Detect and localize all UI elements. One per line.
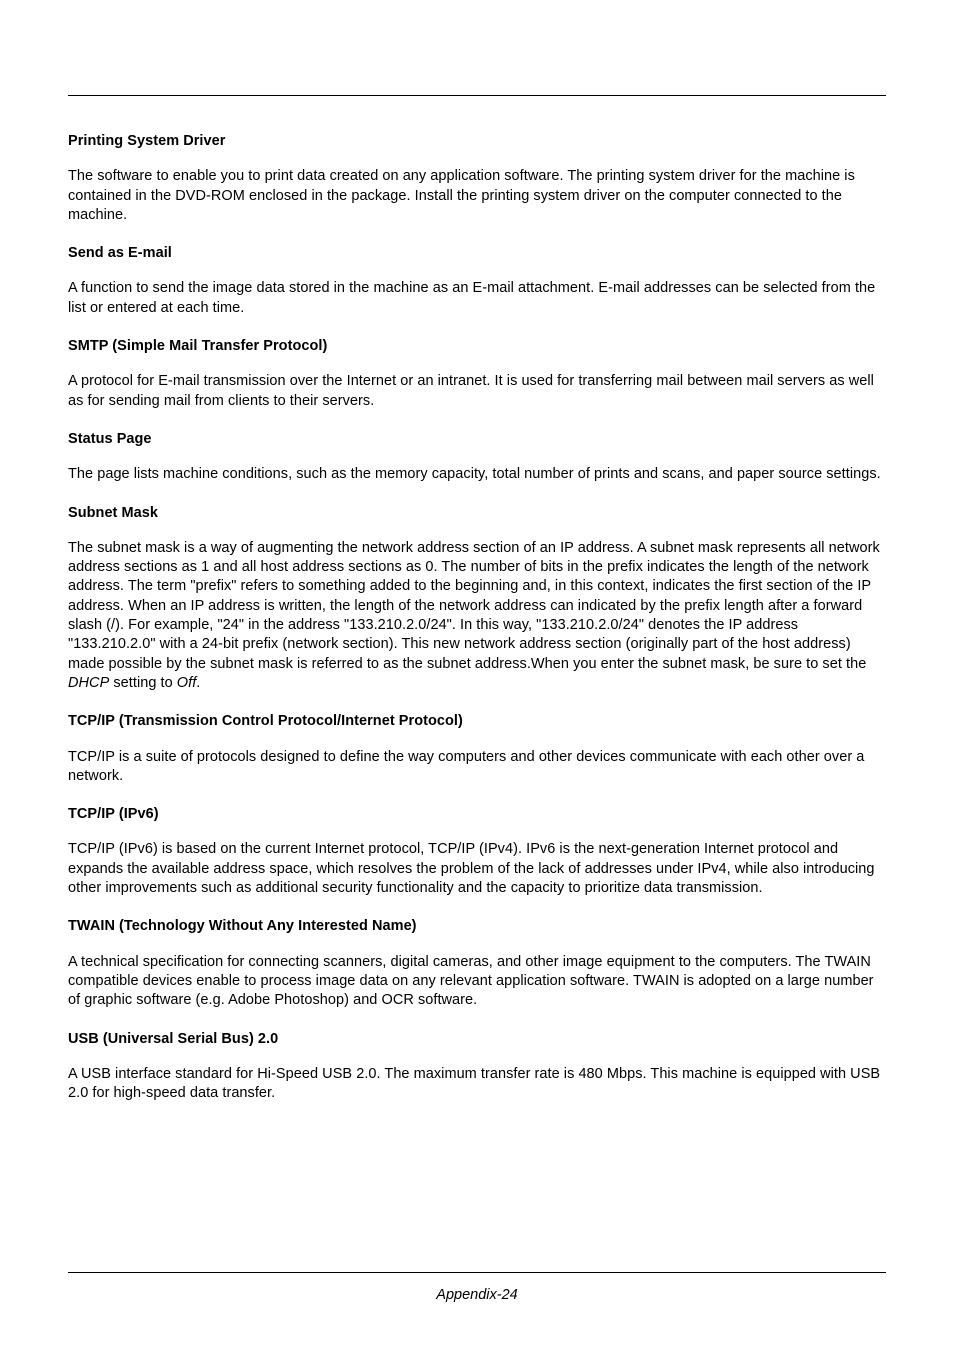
glossary-entry-subnet-mask: [68, 504, 886, 694]
glossary-term: Printing System Driver: [68, 133, 226, 149]
glossary-entry-usb: [68, 1030, 886, 1104]
glossary-term: Status Page: [68, 430, 152, 447]
glossary-content: [68, 132, 886, 1122]
glossary-description: [68, 539, 886, 693]
description-text: setting to: [109, 674, 177, 691]
header-rule: [68, 95, 886, 96]
glossary-description: A function to send the image data stored in the machine as an E-mail attachment. E-mail addresses can be selected from the list or entered at each time.: [68, 280, 876, 316]
glossary-term: USB (Universal Serial Bus) 2.0: [68, 1030, 279, 1047]
glossary-entry-tcp-ip: [68, 712, 886, 786]
description-text: .: [196, 674, 201, 691]
glossary-entry-smtp: [68, 337, 886, 411]
dhcp-setting-name: DHCP: [68, 674, 110, 691]
glossary-description: A technical specification for connecting scanners, digital cameras, and other image equipment to the computers. The TWAIN compatible devices enable to process image data on any relevant application software. TWAIN is adopted on a large number of graphic software (e.g. Adobe Photoshop) and OCR software.: [68, 953, 874, 1009]
glossary-entry-twain: [68, 917, 886, 1010]
glossary-description: The page lists machine conditions, such as the memory capacity, total number of prints and scans, and paper source settings.: [68, 466, 881, 483]
glossary-entry-status-page: [68, 430, 886, 485]
glossary-description: TCP/IP is a suite of protocols designed to define the way computers and other devices communicate with each other over a network.: [68, 748, 865, 784]
glossary-term: Subnet Mask: [68, 504, 158, 521]
glossary-entry-printing-system-driver: [68, 132, 886, 225]
glossary-term: Send as E-mail: [68, 245, 172, 262]
glossary-description: The software to enable you to print data created on any application software. The printing system driver for the machine is contained in the DVD-ROM enclosed in the package. Install the printing system driver on the computer connected to the machine.: [68, 168, 855, 223]
footer-rule: [68, 1272, 886, 1273]
glossary-entry-tcp-ip-ipv6: [68, 805, 886, 898]
glossary-description: A USB interface standard for Hi-Speed USB 2.0. The maximum transfer rate is 480 Mbps. This machine is equipped with USB 2.0 for high-speed data transfer.: [68, 1065, 881, 1102]
glossary-term: SMTP (Simple Mail Transfer Protocol): [68, 338, 328, 355]
glossary-entry-send-as-email: [68, 244, 886, 318]
glossary-description: A protocol for E-mail transmission over the Internet or an intranet. It is used for transferring mail between mail servers as well as for sending mail from clients to their servers.: [68, 373, 874, 409]
glossary-term: TCP/IP (Transmission Control Protocol/Internet Protocol): [68, 713, 463, 730]
page-number: Appendix-24: [436, 1287, 518, 1303]
description-text: The subnet mask is a way of augmenting the network address section of an IP address. A subnet mask represents all network address sections as 1 and all host address sections as 0. The number of bits in the prefix indicates the length of the network address. The term "prefix" refers to something added to the beginning and, in this context, indicates the first section of the IP address. When an IP address is written, the length of the network address can indicated by the prefix length after a forward slash (/). For example, "24" in the address "133.210.2.0/24". In this way, "133.210.2.0/24" denotes the IP address "133.210.2.0" with a 24-bit prefix (network section). This new network address section (originally part of the host address) made possible by the subnet mask is referred to as the subnet address.When you enter the subnet mask, be sure to set the: [68, 539, 880, 672]
off-setting-value: Off: [176, 674, 197, 691]
glossary-term: TWAIN (Technology Without Any Interested Name): [68, 918, 417, 935]
glossary-term: TCP/IP (IPv6): [68, 806, 159, 823]
glossary-description: TCP/IP (IPv6) is based on the current Internet protocol, TCP/IP (IPv4). IPv6 is the next-generation Internet protocol and expands the available address space, which resolves the problem of the lack of addresses under IPv4, while also introducing other improvements such as additional security functionality and the capacity to prioritize data transmission.: [68, 841, 875, 897]
